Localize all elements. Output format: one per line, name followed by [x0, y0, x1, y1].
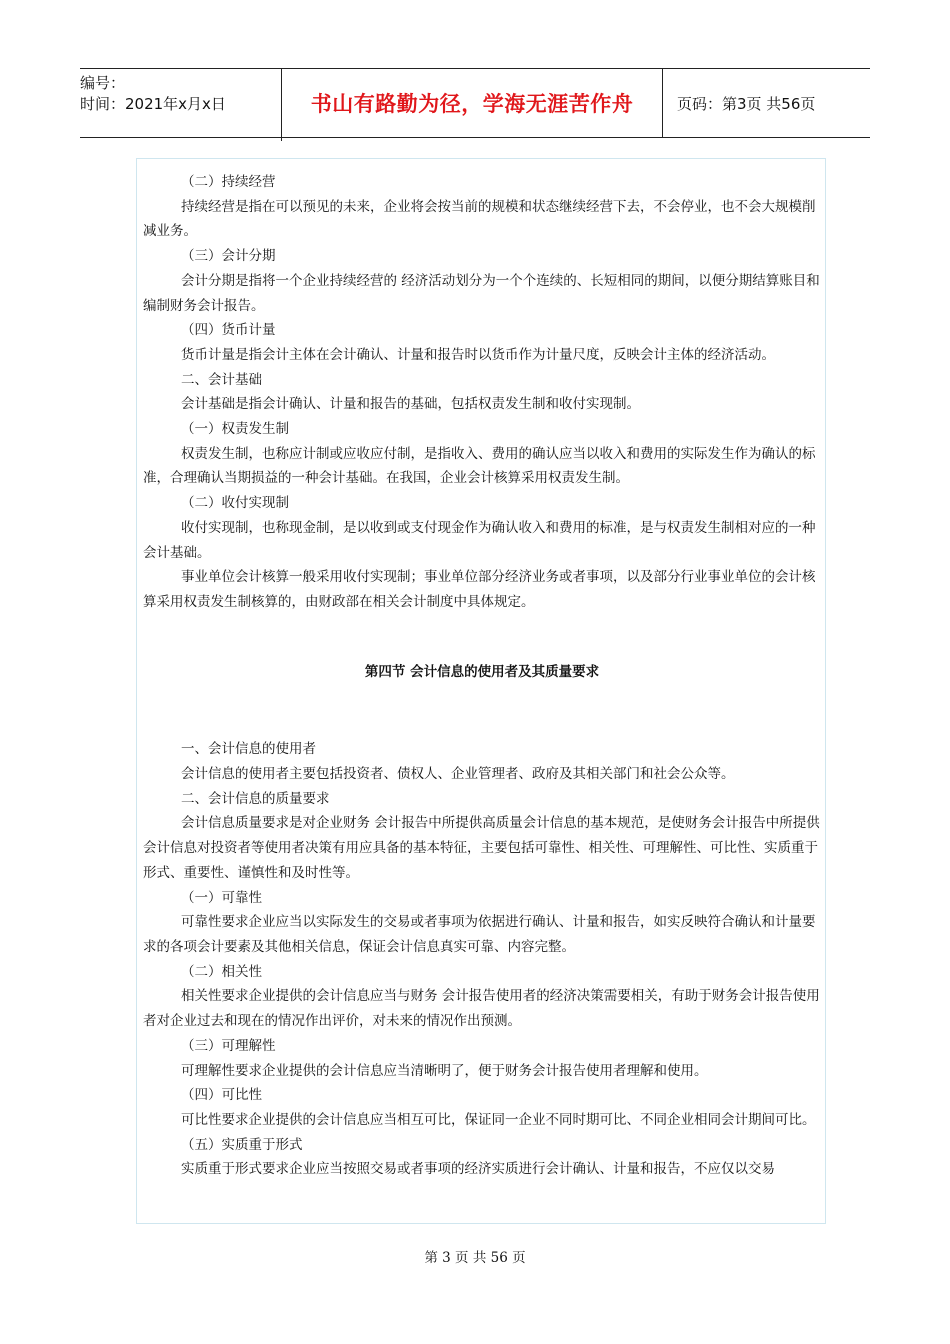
- paragraph: 收付实现制，也称现金制，是以收到或支付现金作为确认收入和费用的标准，是与权责发生制相对应的一种会计基础。: [143, 519, 816, 561]
- subheading: （四）货币计量: [181, 322, 276, 339]
- subheading: （二）相关性: [181, 963, 262, 980]
- paragraph: 实质重于形式要求企业应当按照交易或者事项的经济实质进行会计确认、计量和报告，不应仅以交易: [181, 1161, 775, 1178]
- heading: 一、会计信息的使用者: [181, 741, 316, 758]
- paragraph: 会计信息的使用者主要包括投资者、债权人、企业管理者、政府及其相关部门和社会公众等。: [181, 766, 735, 783]
- paragraph: 权责发生制，也称应计制或应收应付制，是指收入、费用的确认应当以收入和费用的实际发生作为确认的标准，合理确认当期损益的一种会计基础。在我国，企业会计核算采用权责发生制。: [143, 445, 816, 487]
- heading: 二、会计基础: [181, 371, 262, 388]
- time-label: 时间：2021年x月x日: [80, 95, 226, 113]
- header-meta: [80, 69, 282, 141]
- paragraph: 会计分期是指将一个企业持续经营的 经济活动划分为一个个连续的、长短相同的期间，以便分期结算账目和编制财务会计报告。: [143, 272, 820, 314]
- paragraph: 可靠性要求企业应当以实际发生的交易或者事项为依据进行确认、计量和报告，如实反映符合确认和计量要求的各项会计要素及其他相关信息，保证会计信息真实可靠、内容完整。: [143, 914, 816, 955]
- section-title: 第四节 会计信息的使用者及其质量要求: [364, 663, 600, 680]
- paragraph: 可比性要求企业提供的会计信息应当相互可比，保证同一企业不同时期可比、不同企业相同会计期间可比。: [181, 1111, 816, 1128]
- subheading: （二）收付实现制: [181, 495, 289, 512]
- paragraph: 相关性要求企业提供的会计信息应当与财务 会计报告使用者的经济决策需要相关，有助于财务会计报告使用者对企业过去和现在的情况作出评价，对未来的情况作出预测。: [143, 988, 820, 1030]
- subheading: （五）实质重于形式: [181, 1136, 303, 1153]
- paragraph: 可理解性要求企业提供的会计信息应当清晰明了，便于财务会计报告使用者理解和使用。: [181, 1062, 708, 1079]
- page-header: [80, 68, 870, 138]
- document-body: [143, 170, 821, 1182]
- subheading: （二）持续经营: [181, 174, 276, 190]
- paragraph: 持续经营是指在可以预见的未来，企业将会按当前的规模和状态继续经营下去，不会停业，也不会大规模削减业务。: [143, 198, 816, 240]
- paragraph: 会计信息质量要求是对企业财务 会计报告中所提供高质量会计信息的基本规范，是使财务会计报告中所提供会计信息对投资者等使用者决策有用应具备的基本特征，主要包括可靠性、相关性、可理解性、可比性、实质重于形式、重要性、谨慎性和及时性等。: [143, 815, 820, 881]
- subheading: （四）可比性: [181, 1087, 262, 1104]
- header-motto: 书山有路勤为径，学海无涯苦作舟: [282, 69, 663, 137]
- heading: 二、会计信息的质量要求: [181, 790, 330, 807]
- paragraph: 货币计量是指会计主体在会计确认、计量和报告时以货币作为计量尺度，反映会计主体的经济活动。: [181, 346, 775, 363]
- subheading: （三）会计分期: [181, 248, 276, 265]
- subheading: （一）可靠性: [181, 889, 262, 906]
- number-label: 编号：: [80, 74, 126, 92]
- subheading: （一）权责发生制: [181, 421, 289, 438]
- paragraph: 事业单位会计核算一般采用收付实现制；事业单位部分经济业务或者事项，以及部分行业事业单位的会计核算采用权责发生制核算的，由财政部在相关会计制度中具体规定。: [143, 569, 816, 610]
- paragraph: 会计基础是指会计确认、计量和报告的基础，包括权责发生制和收付实现制。: [181, 396, 640, 413]
- subheading: （三）可理解性: [181, 1037, 276, 1054]
- header-page-info: 页码：第3页 共56页: [677, 94, 816, 113]
- page-footer: 第 3 页 共 56 页: [424, 1250, 526, 1266]
